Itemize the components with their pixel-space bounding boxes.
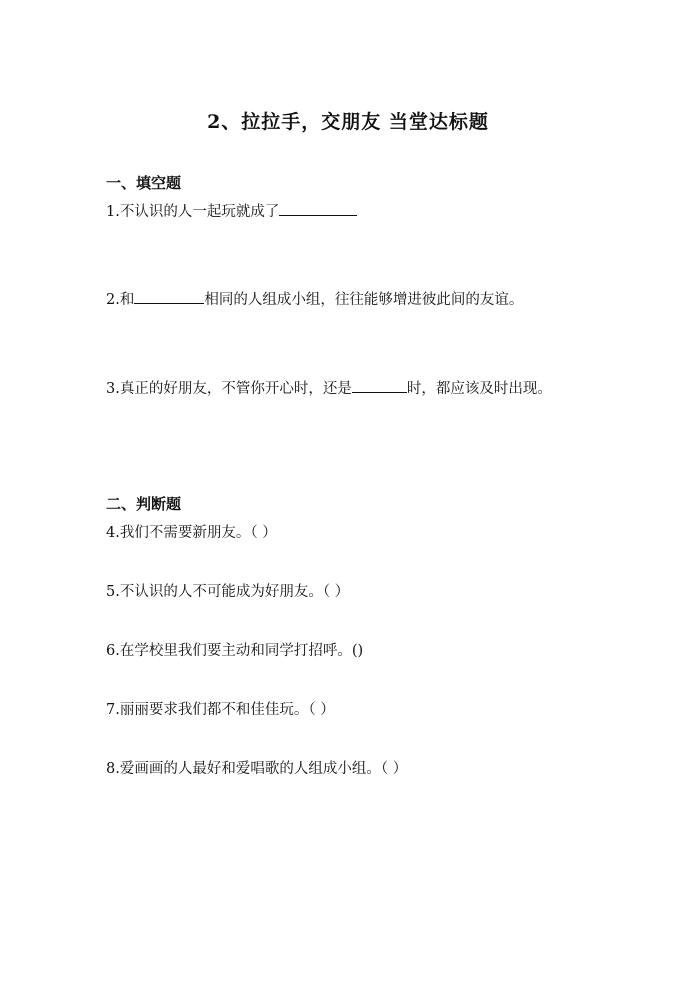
question-text: 3.真正的好朋友，不管你开心时，还是 [106,381,352,397]
question-text: 7.丽丽要求我们都不和佳佳玩。 [106,702,309,718]
answer-blank[interactable] [352,377,407,393]
question-7 [106,699,335,721]
answer-blank[interactable] [279,200,357,216]
answer-parentheses[interactable]: （ ） [250,525,277,541]
question-8 [106,758,407,780]
question-2 [106,288,523,311]
answer-blank[interactable] [134,288,204,304]
section-heading-fill-blank: 一、填空题 [106,174,182,192]
question-4 [106,522,277,544]
question-text: 6.在学校里我们要主动和同学打招呼。 [106,643,352,659]
question-6 [106,640,363,662]
question-text-continued: 时，都应该及时出现。 [406,381,552,397]
question-text: 2.和 [106,292,135,308]
question-5 [106,581,349,603]
question-text: 8.爱画画的人最好和爱唱歌的人组成小组。 [106,761,381,777]
question-text-continued: 相同的人组成小组，往往能够增进彼此间的友谊。 [204,292,524,308]
answer-parentheses[interactable]: （ ） [308,702,335,718]
question-3 [106,377,552,400]
answer-parentheses[interactable]: () [351,643,364,659]
question-text: 5.不认识的人不可能成为好朋友。 [106,584,323,600]
worksheet-title: 2、拉拉手，交朋友 当堂达标题 [207,111,489,133]
answer-parentheses[interactable]: （ ） [322,584,350,600]
answer-parentheses[interactable]: （ ） [380,761,408,777]
question-text: 1.不认识的人一起玩就成了 [106,204,280,220]
question-text: 4.我们不需要新朋友。 [106,525,251,541]
section-heading-true-false: 二、判断题 [106,495,182,513]
question-1 [106,200,357,223]
